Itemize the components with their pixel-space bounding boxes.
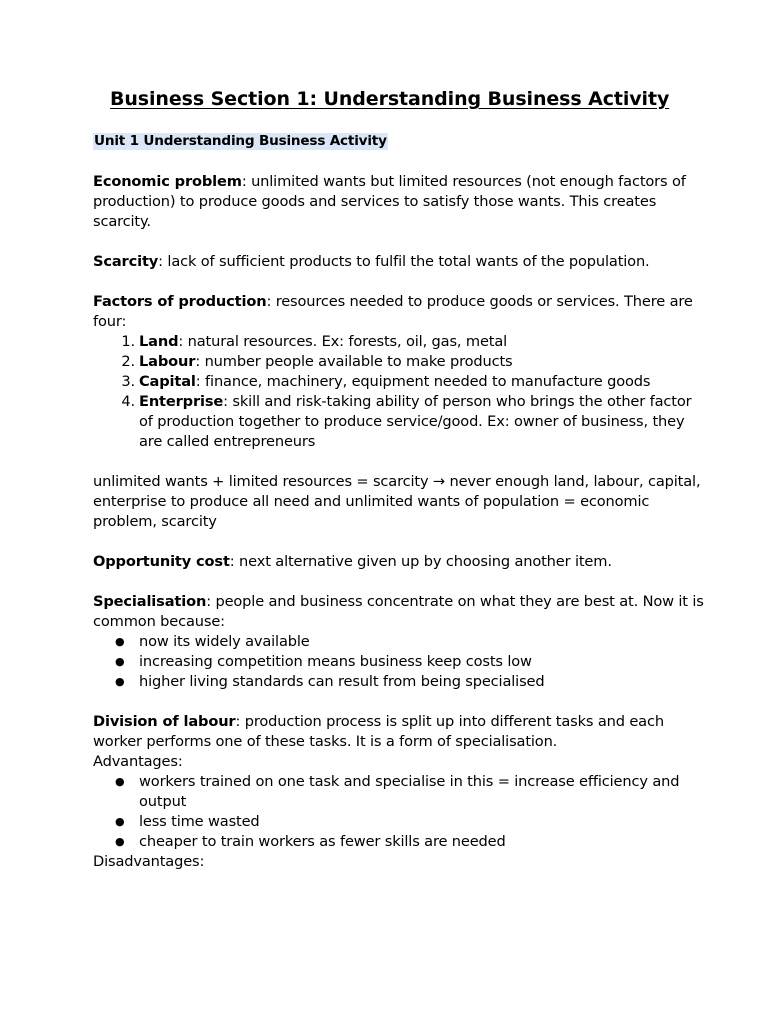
list-item bbox=[93, 772, 708, 812]
advantages-list bbox=[93, 772, 708, 852]
term-scarcity: Scarcity bbox=[93, 253, 159, 270]
list-item-text: workers trained on one task and specialise in this = increase efficiency and output bbox=[139, 773, 680, 810]
definition-opportunity-cost: : next alternative given up by choosing another item. bbox=[229, 553, 612, 570]
economic-problem-paragraph bbox=[93, 172, 708, 232]
list-item bbox=[93, 372, 708, 392]
definition-labour: : number people available to make products bbox=[195, 353, 513, 370]
list-number: 1. bbox=[121, 333, 135, 350]
term-specialisation: Specialisation bbox=[93, 593, 207, 610]
specialisation-list bbox=[93, 632, 708, 692]
term-economic-problem: Economic problem bbox=[93, 173, 242, 190]
list-number: 3. bbox=[121, 373, 135, 390]
list-item bbox=[93, 832, 708, 852]
bullet-icon: ● bbox=[115, 815, 125, 828]
page-title: Business Section 1: Understanding Business Activity bbox=[110, 88, 670, 110]
bullet-icon: ● bbox=[115, 655, 125, 668]
list-number: 4. bbox=[121, 393, 135, 410]
list-item bbox=[93, 352, 708, 372]
opportunity-cost-paragraph bbox=[93, 552, 708, 572]
definition-factors-of-production: : resources needed to produce goods or services. There are four: bbox=[93, 293, 693, 330]
list-item-text: cheaper to train workers as fewer skills are needed bbox=[139, 833, 506, 850]
list-item bbox=[93, 812, 708, 832]
division-of-labour-paragraph bbox=[93, 712, 708, 872]
list-item bbox=[93, 672, 708, 692]
list-item bbox=[93, 332, 708, 352]
list-item-text: less time wasted bbox=[139, 813, 260, 830]
list-item-text: higher living standards can result from being specialised bbox=[139, 673, 545, 690]
list-item bbox=[93, 652, 708, 672]
factors-list bbox=[93, 332, 708, 452]
term-land: Land bbox=[139, 333, 179, 350]
list-item bbox=[93, 392, 708, 452]
list-item bbox=[93, 632, 708, 652]
term-capital: Capital bbox=[139, 373, 196, 390]
definition-economic-problem: : unlimited wants but limited resources (not enough factors of production) to produce goods and services to satisfy those wants. This creates scarcity. bbox=[93, 173, 686, 230]
definition-land: : natural resources. Ex: forests, oil, gas, metal bbox=[178, 333, 508, 350]
definition-capital: : finance, machinery, equipment needed to manufacture goods bbox=[195, 373, 651, 390]
definition-specialisation: : people and business concentrate on what they are best at. Now it is common because: bbox=[93, 593, 704, 630]
bullet-icon: ● bbox=[115, 635, 125, 648]
bullet-icon: ● bbox=[115, 835, 125, 848]
unit-heading: Unit 1 Understanding Business Activity bbox=[94, 133, 387, 149]
definition-enterprise: : skill and risk-taking ability of person who brings the other factor of production together to produce service/good. Ex: owner of business, they are called entrepreneurs bbox=[139, 393, 692, 450]
term-enterprise: Enterprise bbox=[139, 393, 224, 410]
term-division-of-labour: Division of labour bbox=[93, 713, 236, 730]
list-item-text: increasing competition means business keep costs low bbox=[139, 653, 532, 670]
definition-division-of-labour: : production process is split up into different tasks and each worker performs one of these tasks. It is a form of specialisation. bbox=[93, 713, 664, 750]
term-labour: Labour bbox=[139, 353, 196, 370]
bullet-icon: ● bbox=[115, 675, 125, 688]
list-number: 2. bbox=[121, 353, 135, 370]
disadvantages-label: Disadvantages: bbox=[93, 853, 205, 870]
term-opportunity-cost: Opportunity cost bbox=[93, 553, 230, 570]
scarcity-paragraph bbox=[93, 252, 708, 272]
factors-paragraph bbox=[93, 292, 708, 452]
bullet-icon: ● bbox=[115, 775, 125, 788]
list-item-text: now its widely available bbox=[139, 633, 310, 650]
advantages-label: Advantages: bbox=[93, 753, 183, 770]
specialisation-paragraph bbox=[93, 592, 708, 692]
summary-paragraph: unlimited wants + limited resources = scarcity → never enough land, labour, capital, enterprise to produce all need and unlimited wants of population = economic problem, scarcity bbox=[93, 473, 701, 530]
term-factors-of-production: Factors of production bbox=[93, 293, 267, 310]
definition-scarcity: : lack of sufficient products to fulfil the total wants of the population. bbox=[158, 253, 650, 270]
